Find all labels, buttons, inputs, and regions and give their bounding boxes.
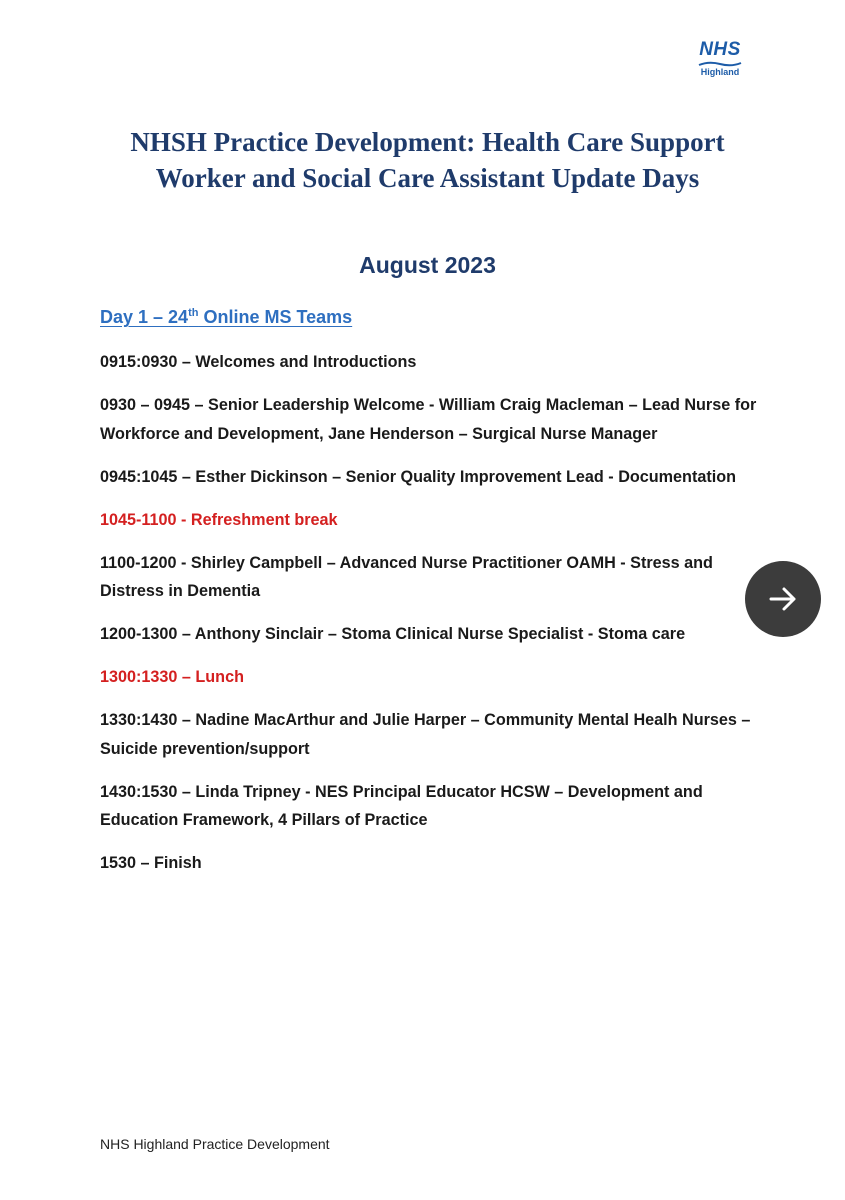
title-line-1: NHSH Practice Development: Health Care Support <box>130 127 725 157</box>
logo-brand: NHS <box>699 39 741 60</box>
agenda-item: 1200-1300 – Anthony Sinclair – Stoma Clinical Nurse Specialist - Stoma care <box>100 625 686 643</box>
agenda-item: 0945:1045 – Esther Dickinson – Senior Quality Improvement Lead - Documentation <box>100 467 736 486</box>
day-heading-rest: Online MS Teams <box>198 307 353 327</box>
day-heading-prefix: Day 1 – 24 <box>100 307 189 327</box>
next-page-button[interactable] <box>745 561 821 637</box>
logo-subtitle: Highland <box>700 67 740 77</box>
arrow-right-icon <box>766 582 800 616</box>
title-line-2: Worker and Social Care Assistant Update Days <box>155 163 700 193</box>
agenda-item: 1530 – Finish <box>100 854 202 872</box>
agenda-item: 0915:0930 – Welcomes and Introductions <box>100 353 417 371</box>
agenda-item: 1330:1430 – Nadine MacArthur and Julie Harper – Community Mental Healh Nurses – Suicide prevention/support <box>100 711 751 758</box>
nhs-highland-logo <box>686 40 754 92</box>
document-title <box>60 124 795 196</box>
page-footer: NHS Highland Practice Development <box>100 1136 330 1152</box>
agenda-list <box>100 348 780 892</box>
agenda-item-lunch: 1300:1330 – Lunch <box>100 668 244 686</box>
agenda-item-break: 1045-1100 - Refreshment break <box>100 510 338 529</box>
day-heading <box>100 305 352 329</box>
agenda-item: 0930 – 0945 – Senior Leadership Welcome - William Craig Macleman – Lead Nurse for Workforce and Development, Jane Henderson – Surgical Nurse Manager <box>100 396 757 443</box>
day-heading-suffix: th <box>188 307 199 319</box>
month-heading: August 2023 <box>359 252 496 278</box>
agenda-item: 1430:1530 – Linda Tripney - NES Principal Educator HCSW – Development and Education Framework, 4 Pillars of Practice <box>100 782 703 829</box>
agenda-item: 1100-1200 - Shirley Campbell – Advanced Nurse Practitioner OAMH - Stress and Distress in Dementia <box>100 553 713 600</box>
